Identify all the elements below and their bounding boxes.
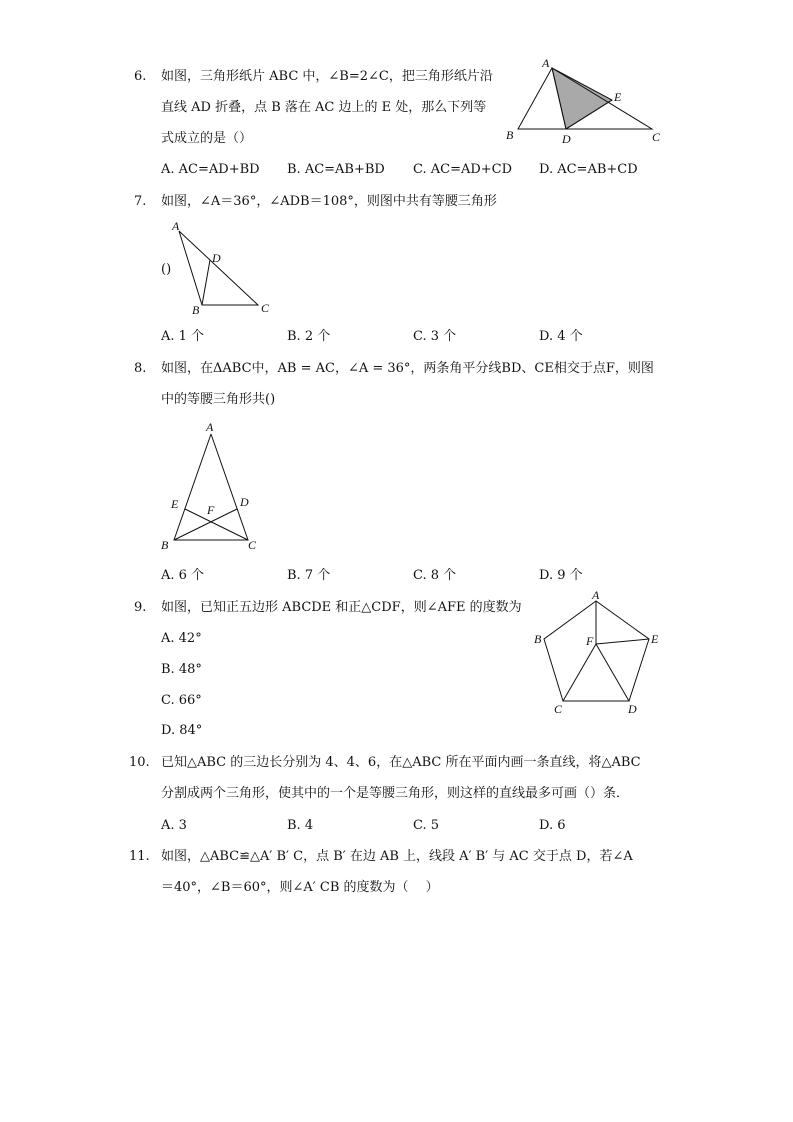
question-8-line-2: 中的等腰三角形共() [161,392,276,407]
question-11-number: 11. [129,849,150,864]
question-8-figure [158,418,268,558]
question-9-number: 9. [134,600,147,615]
label-b: B [192,303,200,317]
question-7-line-2: () [161,262,172,277]
question-6-line-1: 如图，三角形纸片 ABC 中，∠B=2∠C，把三角形纸片沿 [161,69,493,84]
question-6-figure [500,55,670,150]
question-8-option-b: B. 7 个 [287,568,331,583]
label-c: C [652,130,661,144]
question-10-option-a: A. 3 [161,818,187,833]
folded-shaded-triangle [552,68,612,129]
question-10-option-d: D. 6 [539,818,566,833]
question-9-line-1: 如图，已知正五边形 ABCDE 和正△CDF，则∠AFE 的度数为 [161,600,522,615]
segment-bd [202,260,210,305]
label-b: B [506,128,514,142]
question-10-option-c: C. 5 [413,818,440,833]
question-9-option-a: A. 42° [161,631,202,646]
question-6-line-3: 式成立的是（） [161,131,253,146]
label-d: D [628,702,637,716]
question-7-option-c: C. 3 个 [413,329,457,344]
question-7-option-a: A. 1 个 [161,329,205,344]
label-e: E [614,90,622,104]
label-a: A [592,588,600,602]
question-10-option-b: B. 4 [287,818,314,833]
question-10-line-1: 已知△ABC 的三边长分别为 4、4、6，在△ABC 所在平面内画一条直线，将△ABC [161,755,641,770]
question-9-option-d: D. 84° [161,723,203,738]
label-f: F [207,503,215,517]
label-c: C [554,702,563,716]
question-8-line-1: 如图，在ΔABC中，AB = AC，∠A = 36°，两条角平分线BD、CE相交于点F，则图 [161,361,654,376]
question-6-number: 6. [134,69,147,84]
label-e: E [171,497,179,511]
label-d: D [562,132,571,146]
question-8-option-c: C. 8 个 [413,568,457,583]
label-a: A [206,420,214,434]
question-6-option-a: A. AC=AD+BD [161,162,260,177]
question-6-option-d: D. AC=AB+CD [539,162,638,177]
question-8-option-a: A. 6 个 [161,568,205,583]
question-6-option-c: C. AC=AD+CD [413,162,513,177]
label-f: F [586,634,594,648]
question-7-line-1: 如图，∠A＝36°，∠ADB＝108°，则图中共有等腰三角形 [161,194,497,209]
label-d: D [240,495,249,509]
question-6-line-2: 直线 AD 折叠，点 B 落在 AC 边上的 E 处，那么下列等 [161,100,487,115]
question-8-option-d: D. 9 个 [539,568,583,583]
segment-cf [563,644,596,701]
question-6-option-b: B. AC=AB+BD [287,162,385,177]
label-e: E [651,632,659,646]
question-9-option-b: B. 48° [161,662,202,677]
question-11-line-1: 如图，△ABC≌△A′ B′ C，点 B′ 在边 AB 上，线段 A′ B′ 与 AC 交于点 D，若∠A [161,849,633,864]
question-10-number: 10. [129,755,150,770]
segment-df [596,644,629,701]
label-d: D [212,251,221,265]
label-a: A [542,56,550,70]
segment-ef [596,639,649,644]
question-8-number: 8. [134,361,147,376]
question-9-option-c: C. 66° [161,693,202,708]
triangle-abc [174,434,248,540]
question-7-option-d: D. 4 个 [539,329,583,344]
label-b: B [161,538,169,552]
question-7-figure [168,218,278,318]
label-a: A [172,219,180,233]
question-11-line-2: ＝40°，∠B＝60°，则∠A′ CB 的度数为（ ） [161,880,439,895]
triangle-abc [179,231,258,305]
label-b: B [534,632,542,646]
question-7-option-b: B. 2 个 [287,329,331,344]
question-7-number: 7. [134,194,147,209]
label-c: C [248,538,257,552]
label-c: C [261,301,270,315]
question-10-line-2: 分割成两个三角形，使其中的一个是等腰三角形，则这样的直线最多可画（）条． [161,786,630,801]
question-9-figure [530,588,670,718]
